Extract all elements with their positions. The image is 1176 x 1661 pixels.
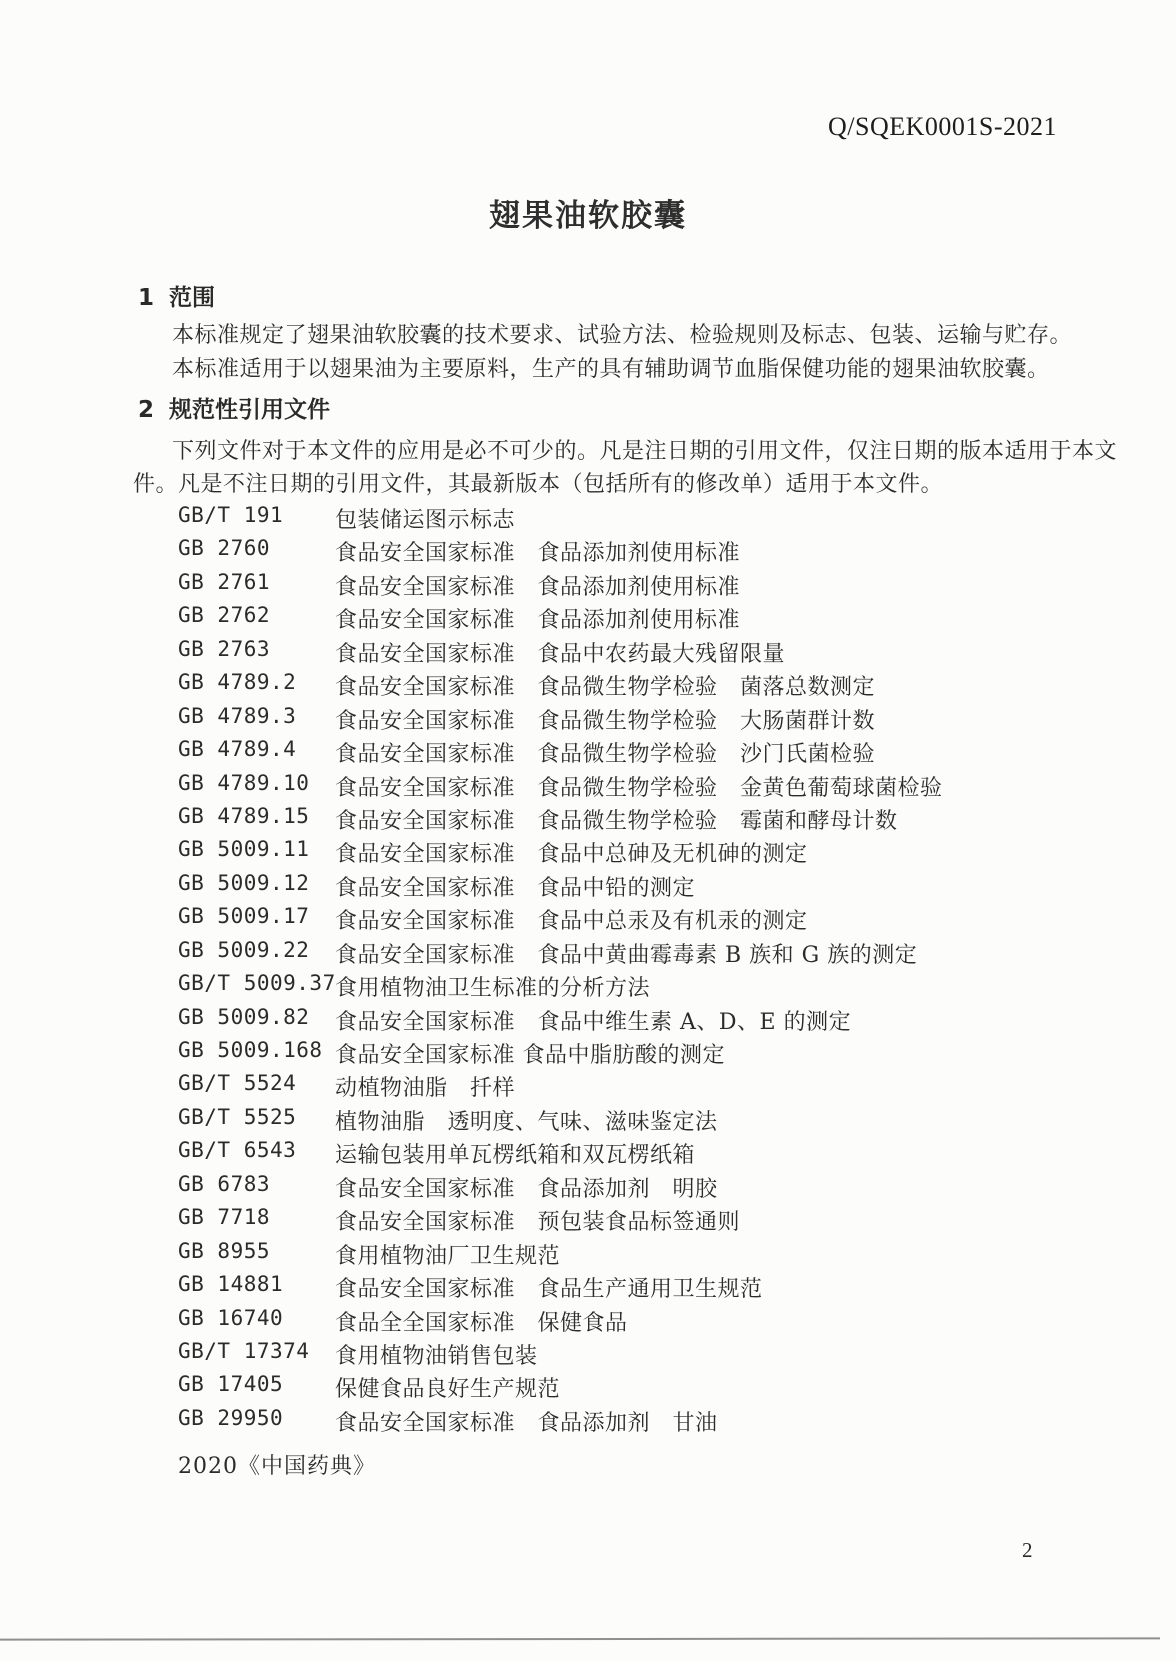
reference-name: 食品安全国家标准 食品微生物学检验 菌落总数测定	[335, 675, 876, 701]
reference-name: 食品安全国家标准 食品中农药最大残留限量	[335, 641, 786, 667]
reference-code: GB 2762	[178, 603, 271, 628]
reference-name: 运输包装用单瓦楞纸箱和双瓦楞纸箱	[335, 1143, 696, 1169]
reference-code: GB 5009.82	[178, 1004, 310, 1029]
reference-row	[178, 1172, 1118, 1205]
extra-reference: 2020《中国药典》	[178, 1454, 376, 1480]
section-1-heading-text: 范围	[169, 285, 216, 311]
reference-name: 食用植物油销售包装	[335, 1343, 538, 1369]
scope-paragraph-1: 本标准规定了翅果油软胶囊的技术要求、试验方法、检验规则及标志、包装、运输与贮存。	[172, 323, 1073, 348]
section-1-heading	[138, 279, 215, 312]
reference-code: GB/T 5525	[178, 1104, 297, 1129]
reference-code: GB 2760	[178, 536, 271, 561]
section-2-heading-text: 规范性引用文件	[169, 397, 331, 423]
references-intro-line-1: 下列文件对于本文件的应用是必不可少的。凡是注日期的引用文件，仅注日期的版本适用于本文	[172, 439, 1118, 464]
header-doc-code: Q/SQEK0001S-2021	[827, 112, 1057, 141]
reference-row	[178, 1005, 1118, 1038]
reference-row	[178, 1372, 1118, 1405]
reference-row	[178, 1038, 1118, 1071]
reference-code: GB/T 5009.37	[178, 971, 336, 996]
reference-row	[178, 871, 1118, 904]
reference-code: GB 5009.11	[178, 837, 310, 862]
reference-row	[178, 1339, 1118, 1372]
reference-code: GB 14881	[178, 1272, 284, 1297]
page-number: 2	[1022, 1538, 1033, 1562]
reference-row	[178, 1138, 1118, 1171]
reference-name: 食品安全国家标准 食品中维生素 A、D、E 的测定	[335, 1009, 852, 1035]
reference-row	[178, 938, 1118, 971]
reference-code: GB 7718	[178, 1205, 271, 1230]
reference-row	[178, 570, 1118, 603]
reference-code: GB 2763	[178, 636, 271, 661]
reference-name: 食品安全国家标准 食品微生物学检验 金黄色葡萄球菌检验	[335, 775, 943, 801]
reference-row	[178, 737, 1118, 770]
reference-row	[178, 503, 1118, 536]
reference-code: GB 8955	[178, 1238, 271, 1263]
reference-row	[178, 1205, 1118, 1238]
reference-row	[178, 1239, 1118, 1272]
reference-row	[178, 1071, 1118, 1104]
reference-code: GB 16740	[178, 1305, 284, 1330]
reference-row	[178, 670, 1118, 703]
section-2-heading	[138, 391, 330, 424]
reference-name: 保健食品良好生产规范	[335, 1377, 561, 1403]
reference-row	[178, 904, 1118, 937]
footer-scan-line	[0, 1637, 1160, 1640]
reference-name: 食品安全国家标准 食品中脂肪酸的测定	[335, 1043, 725, 1068]
reference-row	[178, 971, 1118, 1004]
reference-code: GB 17405	[178, 1372, 284, 1397]
reference-code: GB 4789.10	[178, 770, 310, 795]
references-intro-line-2: 件。凡是不注日期的引用文件，其最新版本（包括所有的修改单）适用于本文件。	[133, 472, 944, 497]
reference-name: 食品全全国家标准 保健食品	[335, 1310, 628, 1336]
reference-name: 植物油脂 透明度、气味、滋味鉴定法	[335, 1109, 718, 1135]
reference-row	[178, 1406, 1118, 1439]
reference-name: 食品安全国家标准 食品添加剂 甘油	[335, 1410, 718, 1436]
reference-name: 食品安全国家标准 食品添加剂使用标准	[335, 574, 741, 600]
reference-name: 食品安全国家标准 食品生产通用卫生规范	[335, 1277, 763, 1303]
reference-row	[178, 837, 1118, 870]
reference-row	[178, 1306, 1118, 1339]
reference-name: 食品安全国家标准 食品微生物学检验 大肠菌群计数	[335, 708, 876, 734]
reference-code: GB 4789.3	[178, 703, 297, 728]
section-2-number: 2	[138, 397, 155, 423]
reference-row	[178, 1105, 1118, 1138]
reference-code: GB 4789.2	[178, 670, 297, 695]
reference-code: GB 5009.168	[178, 1038, 323, 1062]
references-list	[178, 503, 1118, 1480]
reference-code: GB 5009.17	[178, 904, 310, 929]
reference-code: GB/T 6543	[178, 1138, 297, 1163]
reference-code: GB/T 191	[178, 503, 284, 527]
reference-code: GB 5009.22	[178, 937, 310, 962]
reference-row	[178, 536, 1118, 569]
reference-code: GB 29950	[178, 1405, 284, 1430]
reference-name: 食用植物油卫生标准的分析方法	[335, 976, 651, 1002]
reference-name: 食品安全国家标准 食品微生物学检验 霉菌和酵母计数	[335, 808, 898, 834]
reference-row	[178, 704, 1118, 737]
reference-code: GB 2761	[178, 569, 271, 594]
reference-name: 食品安全国家标准 食品添加剂 明胶	[335, 1176, 718, 1202]
reference-name: 食品安全国家标准 食品中总砷及无机砷的测定	[335, 842, 808, 868]
reference-code: GB 4789.4	[178, 737, 297, 762]
scope-paragraph-2: 本标准适用于以翅果油为主要原料，生产的具有辅助调节血脂保健功能的翅果油软胶囊。	[172, 357, 1050, 382]
reference-code: GB 4789.15	[178, 803, 310, 828]
reference-name: 食品安全国家标准 食品中总汞及有机汞的测定	[335, 909, 808, 935]
reference-name: 食品安全国家标准 食品添加剂使用标准	[335, 541, 741, 567]
reference-row	[178, 603, 1118, 636]
reference-row	[178, 637, 1118, 670]
reference-name: 食品安全国家标准 食品中黄曲霉毒素 B 族和 G 族的测定	[335, 942, 918, 968]
reference-code: GB 5009.12	[178, 870, 310, 895]
reference-name: 食品安全国家标准 食品中铅的测定	[335, 875, 696, 901]
reference-name: 包装储运图示标志	[335, 508, 516, 533]
reference-row	[178, 1272, 1118, 1305]
reference-code: GB/T 5524	[178, 1071, 297, 1096]
section-1-number: 1	[138, 285, 155, 311]
reference-code: GB/T 17374	[178, 1338, 310, 1363]
reference-name: 食品安全国家标准 预包装食品标签通则	[335, 1210, 741, 1236]
reference-name: 食品安全国家标准 食品添加剂使用标准	[335, 608, 741, 634]
reference-name: 动植物油脂 扦样	[335, 1076, 516, 1102]
reference-code: GB 6783	[178, 1171, 271, 1196]
reference-name: 食用植物油厂卫生规范	[335, 1243, 561, 1269]
reference-row	[178, 804, 1118, 837]
reference-row	[178, 771, 1118, 804]
page-title: 翅果油软胶囊	[489, 198, 687, 234]
reference-name: 食品安全国家标准 食品微生物学检验 沙门氏菌检验	[335, 742, 876, 768]
